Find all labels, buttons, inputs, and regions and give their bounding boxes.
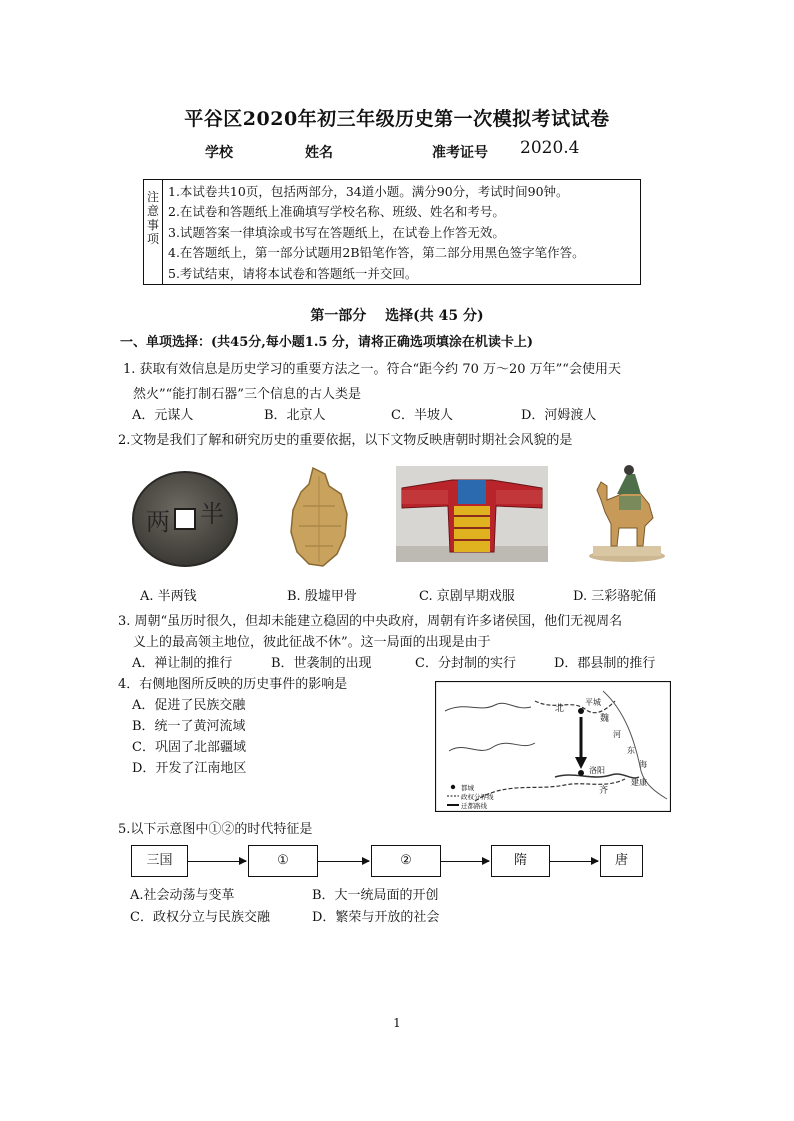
q1-option-c: C．半坡人: [391, 408, 453, 423]
q3-stem-line1: 3. 周朝“虽历时很久，但却未能建立稳固的中央政府，周朝有许多诸侯国，他们无视周名: [118, 614, 623, 629]
coin-char-right: 半: [200, 500, 224, 528]
map-label-pingcheng: 平城: [585, 698, 601, 707]
section-title: 一、单项选择：(共45分,每小题1.5 分，请将正确选项填涂在机读卡上): [120, 335, 534, 350]
q3-stem-line2: 义上的最高领主地位，彼此征战不休”。这一局面的出现是由于: [133, 635, 491, 650]
flow-arrow: [440, 861, 489, 862]
note-item: 2.在试卷和答题纸上准确填写学校名称、班级、姓名和考号。: [168, 204, 505, 220]
q1-stem-line1: 1. 获取有效信息是历史学习的重要方法之一。符合“距今约 70 万～20 万年”“会使用天: [123, 362, 621, 377]
q5-option-c: C．政权分立与民族交融: [130, 910, 270, 925]
banliang-coin-image: [131, 470, 239, 568]
q1-stem-line2: 然火”“能打制石器”三个信息的古人类是: [133, 387, 361, 402]
q4-option-b: B．统一了黄河流域: [132, 719, 246, 734]
flow-box-tang: 唐: [600, 845, 643, 877]
school-label: 学校: [205, 145, 233, 161]
q2-stem: 2.文物是我们了解和研究历史的重要依据，以下文物反映唐朝时期社会风貌的是: [118, 433, 573, 448]
tricolor-camel-image: [583, 460, 669, 564]
coin-char-left: 两: [146, 508, 170, 536]
q2-option-b: B. 殷墟甲骨: [287, 589, 357, 604]
map-label-luoyang: 洛阳: [589, 766, 605, 775]
q4-option-d: D．开发了江南地区: [132, 761, 247, 776]
q1-option-a: A．元谋人: [132, 408, 194, 423]
q4-option-a: A．促进了民族交融: [132, 698, 246, 713]
q5-option-a: A.社会动荡与变革: [130, 888, 235, 903]
flow-arrow: [187, 861, 246, 862]
q1-option-d: D．河姆渡人: [521, 408, 597, 423]
map-label-he: 河: [613, 730, 621, 739]
q5-stem: 5.以下示意图中①②的时代特征是: [118, 822, 313, 837]
q4-stem: 4．右侧地图所反映的历史事件的影响是: [118, 677, 348, 692]
flow-arrow: [317, 861, 369, 862]
exam-title: 平谷区2020年初三年级历史第一次模拟考试试卷: [184, 108, 610, 130]
flow-box-sui: 隋: [491, 845, 550, 877]
map-label-wei: 魏: [600, 714, 610, 724]
q3-option-d: D．郡县制的推行: [554, 656, 656, 671]
northern-wei-migration-map: [435, 681, 671, 812]
q2-option-d: D. 三彩骆驼俑: [573, 589, 657, 604]
flow-arrow: [549, 861, 598, 862]
note-item: 3.试题答案一律填涂或书写在答题纸上，在试卷上作答无效。: [168, 224, 505, 240]
exam-number-label: 准考证号: [432, 145, 488, 161]
name-label: 姓名: [305, 145, 333, 161]
note-item: 1.本试卷共10页，包括两部分，34道小题。满分90分，考试时间90钟。: [168, 184, 569, 199]
notes-box: [143, 179, 641, 285]
q3-option-c: C．分封制的实行: [415, 656, 516, 671]
map-legend-border: 政权分界线: [461, 793, 494, 801]
note-item: 5.考试结束，请将本试卷和答题纸一并交回。: [168, 265, 418, 281]
map-label-qi: 齐: [599, 786, 609, 796]
map-label-bei: 北: [555, 704, 565, 714]
exam-date: 2020.4: [520, 138, 580, 158]
q5-option-d: D．繁荣与开放的社会: [312, 910, 440, 925]
q1-option-b: B．北京人: [264, 408, 326, 423]
map-label-dong: 东: [627, 746, 635, 755]
q5-option-b: B．大一统局面的开创: [312, 888, 439, 903]
part-title: 第一部分 选择(共 45 分): [310, 308, 484, 324]
flow-box-1: ①: [248, 845, 318, 877]
q3-option-b: B．世袭制的出现: [271, 656, 372, 671]
q2-option-a: A. 半两钱: [140, 589, 197, 604]
map-legend-route: 迁都路线: [461, 802, 487, 810]
notes-list: [168, 182, 585, 284]
map-label-hai: 海: [639, 760, 647, 769]
note-item: 4.在答题纸上，第一部分试题用2B铅笔作答，第二部分用黑色签字笔作答。: [168, 245, 585, 261]
map-label-jiankang: 建康: [631, 778, 647, 787]
flow-box-2: ②: [371, 845, 441, 877]
page-number: 1: [393, 1016, 401, 1030]
notes-side-label: 注意事项: [144, 180, 163, 284]
q2-option-c: C. 京剧早期戏服: [419, 589, 515, 604]
flow-box-sanguo: 三国: [131, 845, 188, 877]
map-legend-capital: 都城: [461, 784, 474, 792]
q4-option-c: C．巩固了北部疆域: [132, 740, 246, 755]
opera-costume-image: [396, 466, 548, 562]
q3-option-a: A．禅让制的推行: [132, 656, 233, 671]
oracle-bone-image: [283, 466, 355, 570]
